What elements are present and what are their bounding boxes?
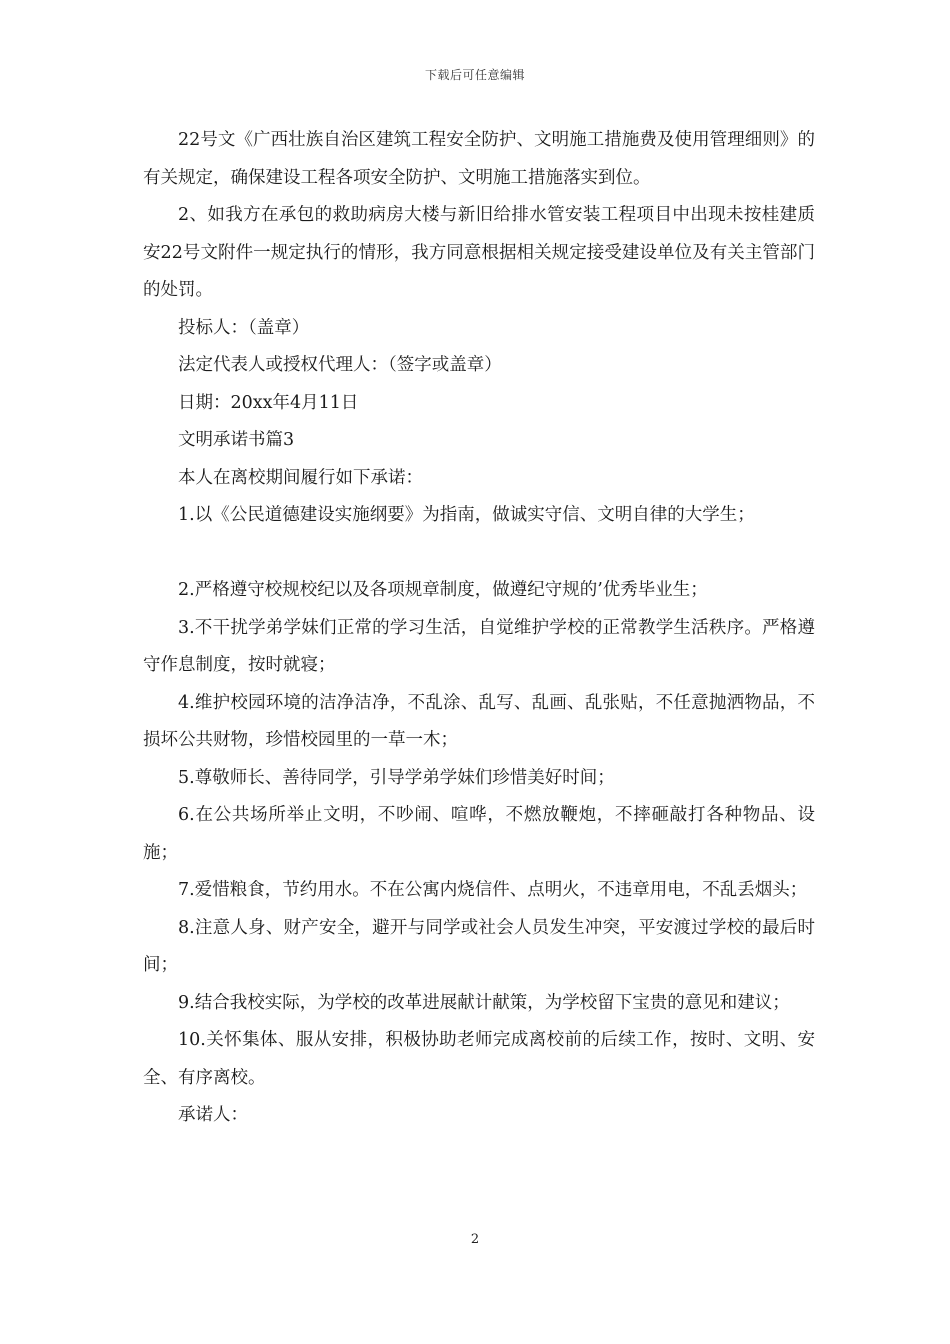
paragraph-legal-representative: 法定代表人或授权代理人：（签字或盖章） <box>178 355 502 375</box>
pledge-item-1: 1.以《公民道德建设实施纲要》为指南，做诚实守信、文明自律的大学生； <box>178 505 755 525</box>
paragraph-bidder: 投标人：（盖章） <box>178 317 310 338</box>
paragraph-clause-2: 2、如我方在承包的救助病房大楼与新旧给排水管安装工程项目中出现未按桂建质安22号文附件一规定执行的情形，我方同意根据相关规定接受建设单位及有关主管部门的处罚。 <box>143 205 815 300</box>
paragraph-signatory: 承诺人： <box>178 1105 248 1125</box>
pledge-item-7: 7.爱惜粮食，节约用水。不在公寓内烧信件、点明火，不违章用电，不乱丢烟头； <box>178 880 808 900</box>
paragraph-date: 日期：20xx年4月11日 <box>178 392 359 413</box>
paragraph-regulation-tail: 22号文《广西壮族自治区建筑工程安全防护、文明施工措施费及使用管理细则》的有关规定，确保建设工程各项安全防护、文明施工措施落实到位。 <box>143 130 815 188</box>
pledge-item-9: 9.结合我校实际，为学校的改革进展献计献策，为学校留下宝贵的意见和建议； <box>178 992 790 1013</box>
section-title-pledge-3: 文明承诺书篇3 <box>178 430 295 450</box>
document-body <box>143 122 815 1135</box>
pledge-item-4: 4.维护校园环境的洁净洁净，不乱涂、乱写、乱画、乱张贴，不任意抛洒物品，不损坏公共财物，珍惜校园里的一草一木； <box>143 692 815 750</box>
pledge-item-8: 8.注意人身、财产安全，避开与同学或社会人员发生冲突，平安渡过学校的最后时间； <box>143 917 815 975</box>
pledge-item-6: 6.在公共场所举止文明，不吵闹、喧哗，不燃放鞭炮，不摔砸敲打各种物品、设施； <box>143 805 815 863</box>
pledge-item-2: 2.严格遵守校规校纪以及各项规章制度，做遵纪守规的’优秀毕业生； <box>178 580 708 600</box>
page-number: 2 <box>470 1232 480 1247</box>
pledge-item-3: 3.不干扰学弟学妹们正常的学习生活，自觉维护学校的正常教学生活秩序。严格遵守作息制度，按时就寝； <box>143 617 815 675</box>
pledge-item-5: 5.尊敬师长、善待同学，引导学弟学妹们珍惜美好时间； <box>178 767 615 788</box>
page-header: 下载后可任意编辑 <box>424 68 525 82</box>
paragraph-intro: 本人在离校期间履行如下承诺： <box>178 467 423 488</box>
pledge-item-10: 10.关怀集体、服从安排，积极协助老师完成离校前的后续工作，按时、文明、安全、有序离校。 <box>143 1030 815 1088</box>
